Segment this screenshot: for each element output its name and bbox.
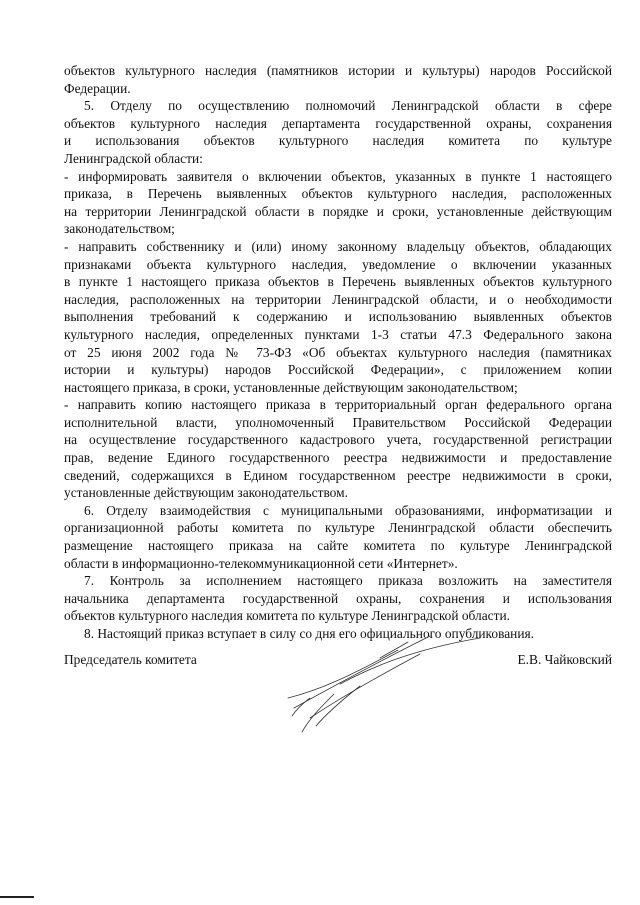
- signature-block: [64, 652, 612, 732]
- document-body: [64, 62, 612, 643]
- text-line: 5. Отделу по осуществлению полномочий Ленинградской области в сфере: [84, 98, 612, 114]
- text-line: и использования объектов культурного наследия комитета по культуре: [64, 133, 612, 149]
- position-label: Председатель комитета: [64, 652, 197, 667]
- text-line: установленные действующим законодательством.: [64, 485, 348, 501]
- paragraph-6-cont: [64, 519, 612, 572]
- text-line: 6. Отделу взаимодействия с муниципальными образованиями, информатизации и: [84, 502, 612, 518]
- paragraph-7: [64, 572, 612, 590]
- text-line: на территории Ленинградской области в порядке и сроки, установленные действующим: [64, 203, 612, 219]
- text-line: 7. Контроль за исполнением настоящего приказа возложить на заместителя: [84, 573, 612, 589]
- paragraph-intro: [64, 62, 612, 97]
- paragraph-5: [64, 97, 612, 115]
- text-line: приказа, в Перечень выявленных объектов культурного наследия, расположенных: [64, 186, 612, 202]
- text-line: от 25 июня 2002 года № 73-ФЗ «Об объектах культурного наследия (памятниках: [64, 344, 612, 360]
- text-line: 8. Настоящий приказ вступает в силу со дня его официального опубликования.: [84, 626, 534, 641]
- text-line: культурного наследия, определенных пунктами 1-3 статьи 47.3 Федерального закона: [64, 326, 612, 342]
- text-line: настоящего приказа, в сроки, установленные действующим законодательством;: [64, 379, 518, 395]
- text-line: Ленинградской области:: [64, 150, 203, 166]
- text-line: размещение настоящего приказа на сайте комитета по культуре Ленинградской: [64, 538, 612, 554]
- text-line: истории и культуры) народов Российской Федерации», с приложением копии: [64, 362, 612, 378]
- text-line: - направить копию настоящего приказа в территориальный орган федерального органа: [64, 397, 612, 413]
- text-line: выполнения требований к содержанию и использованию выявленных объектов: [64, 309, 612, 325]
- bullet-notify-owner: [64, 238, 612, 396]
- bullet-send-copy: [64, 396, 612, 502]
- paragraph-7-cont: [64, 590, 612, 625]
- text-line: объектов культурного наследия департамента государственной охраны, сохранения: [64, 115, 612, 131]
- text-line: наследия, расположенных на территории Ленинградской области, и о необходимости: [64, 291, 612, 307]
- text-line: Федерации.: [64, 80, 131, 96]
- text-line: начальника департамента государственной охраны, сохранения и использования: [64, 590, 612, 606]
- text-line: - информировать заявителя о включении объектов, указанных в пункте 1 настоящего: [64, 168, 612, 184]
- footer-rule: [0, 896, 34, 898]
- text-line: исполнительной власти, уполномоченный Правительством Российской Федерации: [64, 414, 612, 430]
- signer-name: Е.В. Чайковский: [517, 652, 612, 667]
- text-line: объектов культурного наследия (памятников истории и культуры) народов Российской: [64, 63, 612, 78]
- text-line: области в информационно-телекоммуникационной сети «Интернет».: [64, 555, 458, 571]
- text-line: объектов культурного наследия комитета по культуре Ленинградской области.: [64, 608, 510, 624]
- paragraph-5-cont: [64, 115, 612, 168]
- text-line: прав, ведение Единого государственного реестра недвижимости и предоставление: [64, 450, 612, 466]
- text-line: признаками объекта культурного наследия, уведомление о включении указанных: [64, 256, 612, 272]
- text-line: на осуществление государственного кадастрового учета, государственной регистрации: [64, 432, 612, 448]
- text-line: законодательством;: [64, 221, 175, 237]
- bullet-inform-applicant: [64, 168, 612, 238]
- paragraph-6: [64, 502, 612, 520]
- text-line: организационной работы комитета по культуре Ленинградской области обеспечить: [64, 520, 612, 536]
- text-line: в пункте 1 настоящего приказа объектов в Перечень выявленных объектов культурного: [64, 274, 612, 290]
- text-line: - направить собственнику и (или) иному законному владельцу объектов, обладающих: [64, 238, 612, 254]
- text-line: сведений, содержащихся в Едином государственном реестре недвижимости в сроки,: [64, 467, 612, 483]
